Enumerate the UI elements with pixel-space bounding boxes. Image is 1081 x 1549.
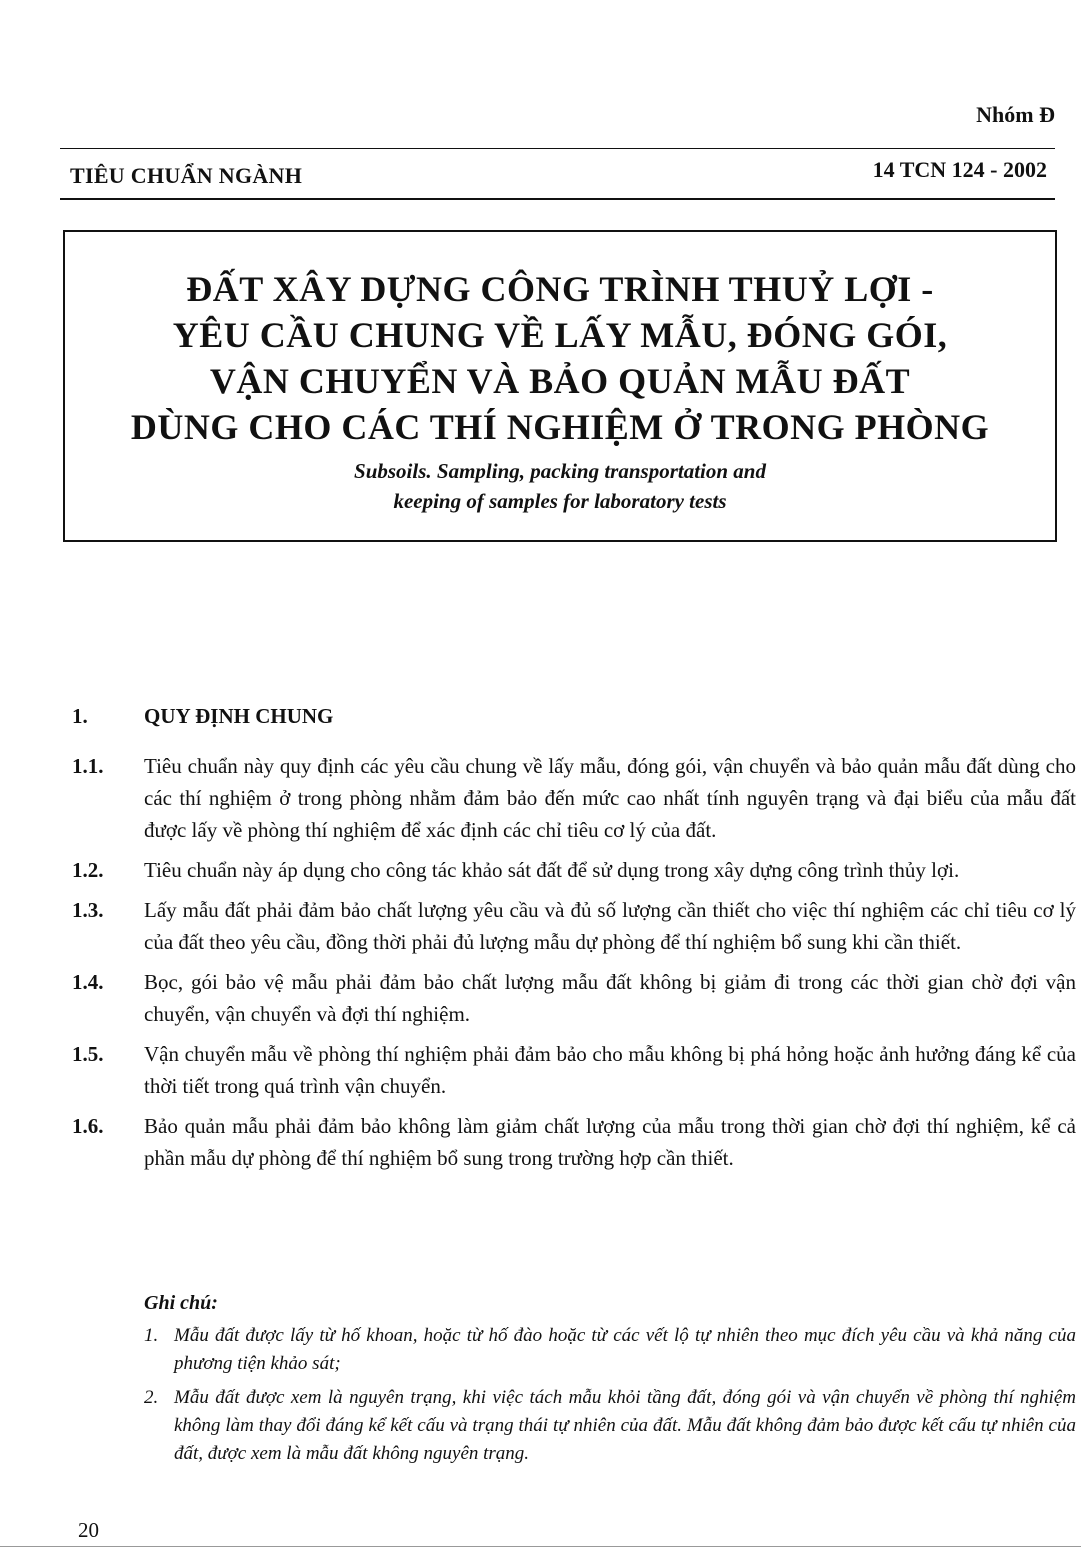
standard-code: 14 TCN 124 - 2002 bbox=[872, 157, 1047, 182]
note-text: Mẫu đất được lấy từ hố khoan, hoặc từ hố đào hoặc từ các vết lộ tự nhiên theo mục đích yêu cầu và khả năng của phương tiện khảo sát; bbox=[174, 1325, 1076, 1374]
note-number: 2. bbox=[144, 1387, 159, 1408]
clause-number: 1.4. bbox=[72, 970, 104, 994]
header-rule-top bbox=[60, 148, 1055, 149]
clause-number: 1.2. bbox=[72, 858, 104, 882]
subtitle-line: keeping of samples for laboratory tests bbox=[393, 489, 727, 513]
section-number: 1. bbox=[72, 704, 88, 728]
clause-list bbox=[72, 750, 1076, 1182]
document-title bbox=[65, 266, 1055, 450]
clause-text: Bảo quản mẫu phải đảm bảo không làm giảm chất lượng của mẫu trong thời gian chờ đợi thí nghiệm, kể cả phần mẫu dự phòng để thí nghiệm bổ sung trong trường hợp cần thiết. bbox=[144, 1114, 1076, 1170]
clause-item bbox=[72, 750, 1076, 846]
page-number: 20 bbox=[78, 1518, 99, 1542]
clause-number: 1.3. bbox=[72, 898, 104, 922]
title-box bbox=[63, 230, 1057, 542]
clause-item bbox=[72, 854, 1076, 886]
note-item bbox=[144, 1384, 1076, 1468]
clause-item bbox=[72, 966, 1076, 1030]
header-rule-bottom bbox=[60, 198, 1055, 200]
clause-item bbox=[72, 1038, 1076, 1102]
notes-block bbox=[144, 1288, 1076, 1474]
title-line: VẬN CHUYỂN VÀ BẢO QUẢN MẪU ĐẤT bbox=[209, 361, 911, 401]
english-subtitle bbox=[65, 456, 1055, 516]
clause-text: Tiêu chuẩn này áp dụng cho công tác khảo sát đất để sử dụng trong xây dựng công trình thủy lợi. bbox=[144, 858, 960, 882]
clause-number: 1.6. bbox=[72, 1114, 104, 1138]
note-item bbox=[144, 1322, 1076, 1378]
clause-item bbox=[72, 1110, 1076, 1174]
clause-item bbox=[72, 894, 1076, 958]
clause-text: Bọc, gói bảo vệ mẫu phải đảm bảo chất lượng mẫu đất không bị giảm đi trong các thời gian chờ đợi vận chuyển, vận chuyển và đợi thí nghiệm. bbox=[144, 970, 1076, 1026]
subtitle-line: Subsoils. Sampling, packing transportation and bbox=[354, 459, 766, 483]
clause-text: Tiêu chuẩn này quy định các yêu cầu chung về lấy mẫu, đóng gói, vận chuyển và bảo quản mẫu đất dùng cho các thí nghiệm ở trong phòng nhằm đảm bảo đến mức cao nhất tính nguyên trạng và đại biểu của mẫu đất được lấy về phòng thí nghiệm để xác định các chỉ tiêu cơ lý của đất. bbox=[144, 754, 1076, 842]
section-heading bbox=[72, 704, 333, 729]
note-text: Mẫu đất được xem là nguyên trạng, khi việc tách mẫu khỏi tầng đất, đóng gói và vận chuyển về phòng thí nghiệm không làm thay đổi đáng kể kết cấu và trạng thái tự nhiên của đất. Mẫu đất không đảm bảo được kết cấu tự nhiên của đất, được xem là mẫu đất không nguyên trạng. bbox=[174, 1387, 1076, 1464]
section-title: QUY ĐỊNH CHUNG bbox=[144, 704, 334, 728]
group-label: Nhóm Đ bbox=[976, 102, 1055, 127]
title-line: DÙNG CHO CÁC THÍ NGHIỆM Ở TRONG PHÒNG bbox=[130, 407, 990, 447]
title-line: ĐẤT XÂY DỰNG CÔNG TRÌNH THUỶ LỢI - bbox=[186, 269, 934, 309]
page-bottom-rule bbox=[0, 1546, 1081, 1547]
clause-text: Vận chuyển mẫu về phòng thí nghiệm phải đảm bảo cho mẫu không bị phá hỏng hoặc ảnh hưởng đáng kể của thời tiết trong quá trình vận chuyển. bbox=[144, 1042, 1076, 1098]
standard-category: TIÊU CHUẨN NGÀNH bbox=[70, 163, 303, 188]
clause-text: Lấy mẫu đất phải đảm bảo chất lượng yêu cầu và đủ số lượng cần thiết cho việc thí nghiệm các chỉ tiêu cơ lý của đất theo yêu cầu, đồng thời phải đủ lượng mẫu dự phòng để thí nghiệm bổ sung khi cần thiết. bbox=[144, 898, 1076, 954]
clause-number: 1.1. bbox=[72, 754, 104, 778]
clause-number: 1.5. bbox=[72, 1042, 104, 1066]
title-line: YÊU CẦU CHUNG VỀ LẤY MẪU, ĐÓNG GÓI, bbox=[172, 315, 948, 355]
notes-label: Ghi chú: bbox=[144, 1292, 218, 1314]
note-number: 1. bbox=[144, 1325, 159, 1346]
